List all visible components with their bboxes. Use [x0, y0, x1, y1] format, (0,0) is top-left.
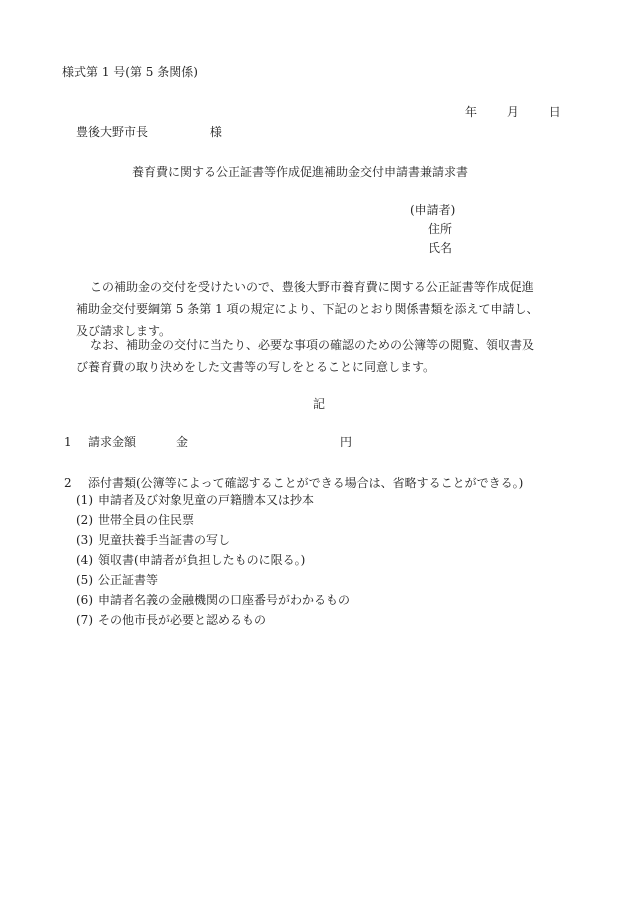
list-item-number: (4): [76, 553, 93, 567]
recipient-honorific: 様: [209, 125, 222, 139]
list-item: [76, 594, 350, 614]
list-item-number: (7): [76, 613, 93, 627]
date-day-label: 日: [548, 105, 561, 119]
item2-label: 添付書類(公簿等によって確認することができる場合は、省略することができる。): [88, 476, 524, 490]
item1-label: 請求金額: [88, 435, 137, 449]
attachment-list: [76, 494, 350, 634]
list-item-number: (5): [76, 573, 93, 587]
body-line: び養育費の取り決めをした文書等の写しをとることに同意します。: [76, 360, 436, 374]
list-item-text: その他市長が必要と認めるもの: [98, 613, 267, 627]
list-item: [76, 574, 350, 594]
list-item-text: 申請者及び対象児童の戸籍謄本又は抄本: [98, 493, 315, 507]
list-item-number: (1): [76, 493, 93, 507]
recipient-name: 豊後大野市長: [76, 125, 149, 139]
body-line: なお、補助金の交付に当たり、必要な事項の確認のための公簿等の閲覧、領収書及: [90, 338, 535, 352]
item1-amount-unit: 円: [340, 435, 353, 449]
item2-number: 2: [64, 476, 72, 490]
list-item-text: 児童扶養手当証書の写し: [98, 533, 231, 547]
list-item: [76, 534, 350, 554]
date-month-label: 月: [506, 105, 519, 119]
date-line: [465, 106, 561, 118]
applicant-name-label: 氏名: [428, 241, 453, 255]
list-item-text: 公正証書等: [98, 573, 159, 587]
date-year-label: 年: [465, 105, 478, 119]
list-item: [76, 514, 350, 534]
ki-heading: 記: [313, 397, 326, 411]
list-item-number: (2): [76, 513, 93, 527]
applicant-label: (申請者): [410, 203, 456, 217]
list-item-text: 申請者名義の金融機関の口座番号がわかるもの: [98, 593, 351, 607]
list-item-text: 領収書(申請者が負担したものに限る。): [98, 553, 306, 567]
list-item-number: (6): [76, 593, 93, 607]
list-item-number: (3): [76, 533, 93, 547]
list-item: [76, 554, 350, 574]
body-line: この補助金の交付を受けたいので、豊後大野市養育費に関する公正証書等作成促進: [90, 280, 534, 294]
body-paragraph-2: [76, 339, 558, 383]
body-line: 及び請求します。: [76, 324, 172, 338]
list-item: [76, 614, 350, 634]
recipient: [76, 126, 222, 138]
form-title: 養育費に関する公正証書等作成促進補助金交付申請書兼請求書: [132, 165, 469, 179]
item1-number: 1: [64, 435, 72, 449]
list-item-text: 世帯全員の住民票: [98, 513, 195, 527]
item1-amount-prefix: 金: [176, 435, 189, 449]
applicant-address-label: 住所: [428, 222, 453, 236]
list-item: [76, 494, 350, 514]
form-number-header: 様式第 1 号(第 5 条関係): [62, 65, 198, 79]
body-line: 補助金交付要綱第 5 条第 1 項の規定により、下記のとおり関係書類を添えて申請し、: [76, 302, 539, 316]
